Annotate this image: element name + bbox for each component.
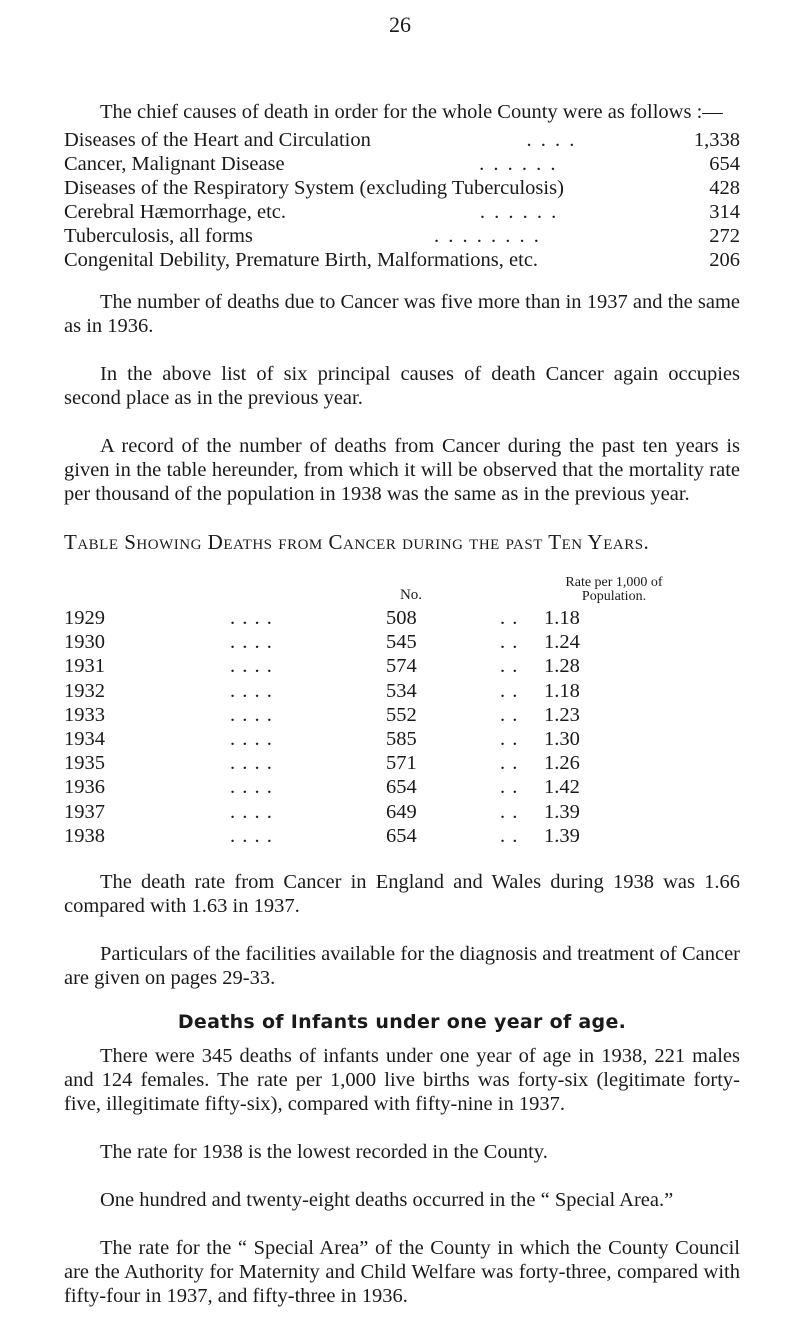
cause-row xyxy=(64,224,740,248)
column-header-rate-line2: Population. xyxy=(581,589,647,604)
row-year: 1937 xyxy=(64,800,105,823)
leader-dots: . . . . xyxy=(230,752,273,775)
section-heading-infants: Deaths of Infants under one year of age. xyxy=(177,1011,627,1033)
row-rate: 1.23 xyxy=(544,703,580,726)
cause-row xyxy=(64,248,740,272)
row-rate: 1.42 xyxy=(544,776,580,799)
cause-row xyxy=(64,152,740,176)
row-number: 552 xyxy=(386,703,417,726)
row-rate: 1.39 xyxy=(544,800,580,823)
leader-dots: . . . . xyxy=(230,631,273,654)
table-row xyxy=(64,775,740,799)
leader-dots: . . . . . . xyxy=(479,153,558,175)
cancer-deaths-table xyxy=(64,576,740,866)
cause-label: Cancer, Malignant Disease xyxy=(64,153,285,175)
row-rate: 1.24 xyxy=(544,631,580,654)
leader-dots: . . xyxy=(500,703,519,726)
row-number: 545 xyxy=(386,631,417,654)
leader-dots: . . . . xyxy=(230,728,273,750)
paragraph-special-area: One hundred and twenty-eight deaths occurred in the “ Special Area.” xyxy=(100,1189,674,1211)
paragraph-cancer-count: The number of deaths due to Cancer was five more than in 1937 and the same as in 1936. xyxy=(64,291,740,337)
row-year: 1933 xyxy=(64,703,105,726)
page-number: 26 xyxy=(389,12,411,37)
causes-list xyxy=(64,128,740,272)
table-row xyxy=(64,630,740,654)
table-row xyxy=(64,824,740,848)
cause-value: 206 xyxy=(709,249,740,271)
paragraph-lowest-rate: The rate for 1938 is the lowest recorded in the County. xyxy=(100,1141,548,1163)
cause-value: 272 xyxy=(709,225,740,247)
row-rate: 1.30 xyxy=(544,728,580,750)
paragraph-england-wales: The death rate from Cancer in England and Wales during 1938 was 1.66 compared with 1.63 in 1937. xyxy=(64,871,740,917)
cause-label: Diseases of the Respiratory System (excluding Tuberculosis) xyxy=(64,177,564,199)
leader-dots: . . xyxy=(500,679,519,702)
cause-label: Tuberculosis, all forms xyxy=(64,225,253,247)
leader-dots: . . . . xyxy=(230,655,273,678)
row-year: 1929 xyxy=(64,607,105,629)
cause-value: 1,338 xyxy=(693,129,740,151)
row-number: 534 xyxy=(386,679,417,702)
cause-label: Diseases of the Heart and Circulation xyxy=(64,129,371,151)
row-number: 585 xyxy=(386,728,417,750)
row-rate: 1.18 xyxy=(544,607,580,629)
table-title: Table Showing Deaths from Cancer during the past Ten Years. xyxy=(64,530,650,554)
cause-value: 314 xyxy=(709,201,740,223)
paragraph-special-area-rate: The rate for the “ Special Area” of the County in which the County Council are the Authority for Maternity and Child Welfare was forty-three, compared with fifty-four in 1937, and fifty-three in 1936. xyxy=(64,1237,740,1307)
row-number: 571 xyxy=(386,752,417,775)
leader-dots: . . . . xyxy=(230,703,273,726)
leader-dots: . . xyxy=(500,752,519,775)
column-header-no: No. xyxy=(399,587,423,603)
leader-dots: . . . . xyxy=(526,129,577,151)
page-content xyxy=(64,100,740,1308)
table-row xyxy=(64,800,740,824)
table-row xyxy=(64,703,740,727)
leader-dots: . . xyxy=(500,607,519,629)
leader-dots: . . . . . . xyxy=(479,201,559,223)
leader-dots: . . . . xyxy=(230,607,273,629)
paragraph-particulars: Particulars of the facilities available for the diagnosis and treatment of Cancer are given on pages 29-33. xyxy=(64,943,740,989)
leader-dots: . . xyxy=(500,776,519,799)
cause-row xyxy=(64,200,740,224)
leader-dots: . . xyxy=(500,824,519,847)
row-year: 1936 xyxy=(64,776,105,799)
paragraph-record: A record of the number of deaths from Cancer during the past ten years is given in the table hereunder, from which it will be observed that the mortality rate per thousand of the population in 1938 was the same as in the previous year. xyxy=(64,435,740,505)
cause-label: Cerebral Hæmorrhage, etc. xyxy=(64,201,286,223)
row-year: 1931 xyxy=(64,655,105,678)
intro-paragraph: The chief causes of death in order for the whole County were as follows :— xyxy=(100,101,723,123)
row-year: 1938 xyxy=(64,824,105,847)
row-number: 654 xyxy=(386,776,417,799)
leader-dots: . . . . xyxy=(230,800,273,823)
leader-dots xyxy=(538,248,692,272)
column-header-rate xyxy=(504,576,724,604)
table-row xyxy=(64,679,740,703)
leader-dots: . . xyxy=(500,655,519,678)
row-rate: 1.39 xyxy=(544,824,580,847)
row-year: 1934 xyxy=(64,728,105,750)
row-number: 574 xyxy=(386,655,417,678)
leader-dots: . . xyxy=(500,800,519,823)
paragraph-second-place: In the above list of six principal causes of death Cancer again occupies second place as in the previous year. xyxy=(64,363,740,409)
table-row xyxy=(64,654,740,678)
leader-dots: . . . . . . . . xyxy=(434,225,541,247)
cause-row xyxy=(64,128,740,152)
paragraph-infants: There were 345 deaths of infants under one year of age in 1938, 221 males and 124 females. The rate per 1,000 live births was forty-six (legitimate forty-five, illegitimate fifty-six), compared with fifty-nine in 1937. xyxy=(64,1045,740,1115)
column-header-rate-line1: Rate per 1,000 of xyxy=(565,575,663,590)
row-number: 654 xyxy=(386,824,417,847)
row-year: 1930 xyxy=(64,631,105,654)
row-year: 1932 xyxy=(64,679,105,702)
leader-dots: . . . . xyxy=(230,776,273,799)
leader-dots: . . xyxy=(500,728,519,750)
leader-dots: . . xyxy=(500,631,519,654)
table-row xyxy=(64,727,740,751)
table-row xyxy=(64,606,740,630)
table-row xyxy=(64,751,740,775)
row-rate: 1.18 xyxy=(544,679,580,702)
cause-row xyxy=(64,176,740,200)
leader-dots: . . . . xyxy=(230,824,273,847)
row-year: 1935 xyxy=(64,752,105,775)
row-number: 649 xyxy=(386,800,417,823)
leader-dots: . . . . xyxy=(230,679,273,702)
row-rate: 1.26 xyxy=(544,752,580,775)
row-rate: 1.28 xyxy=(544,655,580,678)
cause-value: 654 xyxy=(709,153,740,175)
cause-value: 428 xyxy=(709,177,740,199)
leader-dots xyxy=(564,176,692,200)
row-number: 508 xyxy=(386,607,417,629)
cause-label: Congenital Debility, Premature Birth, Malformations, etc. xyxy=(64,249,539,271)
